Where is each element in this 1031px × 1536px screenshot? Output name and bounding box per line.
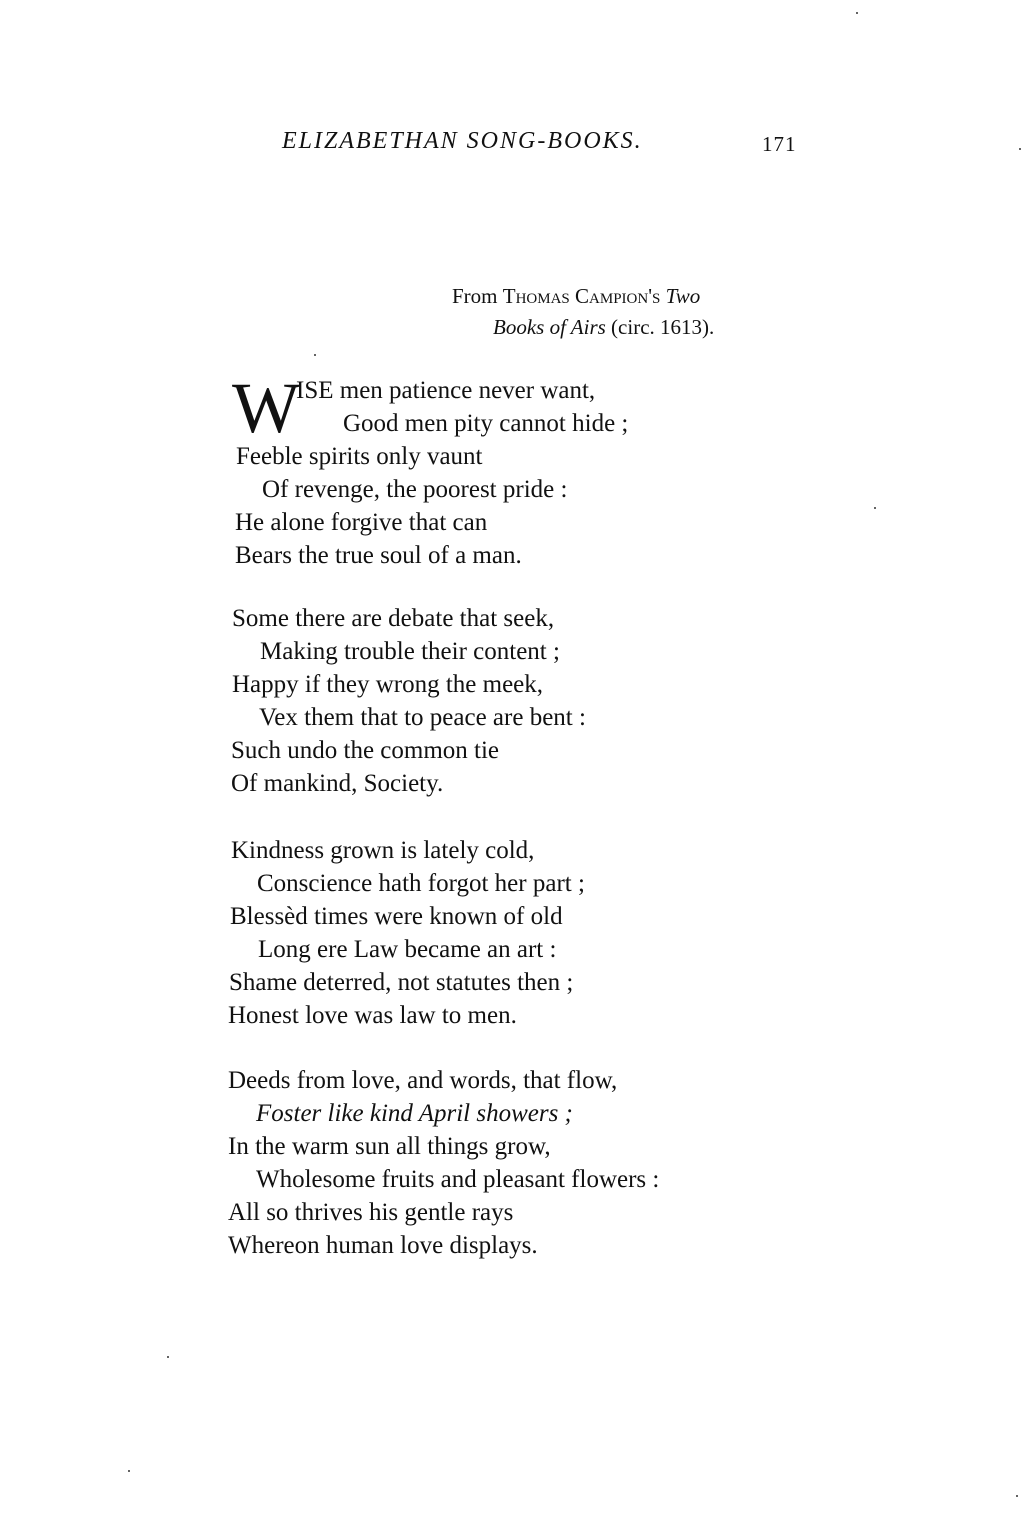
attribution-author: Thomas Campion's (502, 284, 661, 308)
poem-line: Of mankind, Society. (231, 770, 444, 797)
scan-speck (856, 12, 858, 14)
poem-line: Good men pity cannot hide ; (343, 410, 629, 437)
poem-line: Such undo the common tie (231, 737, 500, 764)
poem-line: Kindness grown is lately cold, (231, 837, 535, 864)
poem-line: He alone forgive that can (235, 509, 488, 536)
poem-line: Vex them that to peace are bent : (259, 704, 586, 731)
poem-line: Wholesome fruits and pleasant flowers : (256, 1166, 660, 1193)
poem-line: Long ere Law became an art : (258, 936, 557, 963)
scan-speck (167, 1356, 169, 1358)
attribution-title-part2: Books of Airs (493, 315, 606, 339)
scan-speck (314, 354, 316, 356)
poem-line: Shame deterred, not statutes then ; (229, 969, 574, 996)
scan-speck (874, 507, 876, 509)
page-number: 171 (762, 132, 797, 156)
poem-line: All so thrives his gentle rays (228, 1199, 514, 1226)
poem-line: In the warm sun all things grow, (228, 1133, 551, 1160)
drop-cap: W (232, 368, 300, 448)
poem-line: Conscience hath forgot her part ; (257, 870, 585, 897)
poem-line: Feeble spirits only vaunt (236, 443, 483, 470)
scan-speck (1016, 1495, 1018, 1497)
attribution-date: (circ. 1613). (611, 315, 715, 339)
poem-line: Honest love was law to men. (228, 1002, 517, 1029)
poem-line: Some there are debate that seek, (232, 605, 555, 632)
attribution-from: From (452, 284, 498, 308)
scan-speck (1019, 148, 1021, 150)
running-title: ELIZABETHAN SONG-BOOKS. (282, 128, 643, 154)
scan-speck (128, 1470, 130, 1472)
poem-line: ISE men patience never want, (296, 377, 596, 404)
poem-line: Whereon human love displays. (228, 1232, 538, 1259)
poem-line: Blessèd times were known of old (230, 903, 563, 930)
poem-line: Deeds from love, and words, that flow, (228, 1067, 618, 1094)
attribution-title-part1: Two (665, 284, 701, 308)
poem-line: Happy if they wrong the meek, (232, 671, 544, 698)
poem-line: Bears the true soul of a man. (235, 542, 522, 569)
poem-line: Making trouble their content ; (260, 638, 560, 665)
poem-line: Foster like kind April showers ; (256, 1100, 573, 1127)
poem-line: Of revenge, the poorest pride : (262, 476, 568, 503)
